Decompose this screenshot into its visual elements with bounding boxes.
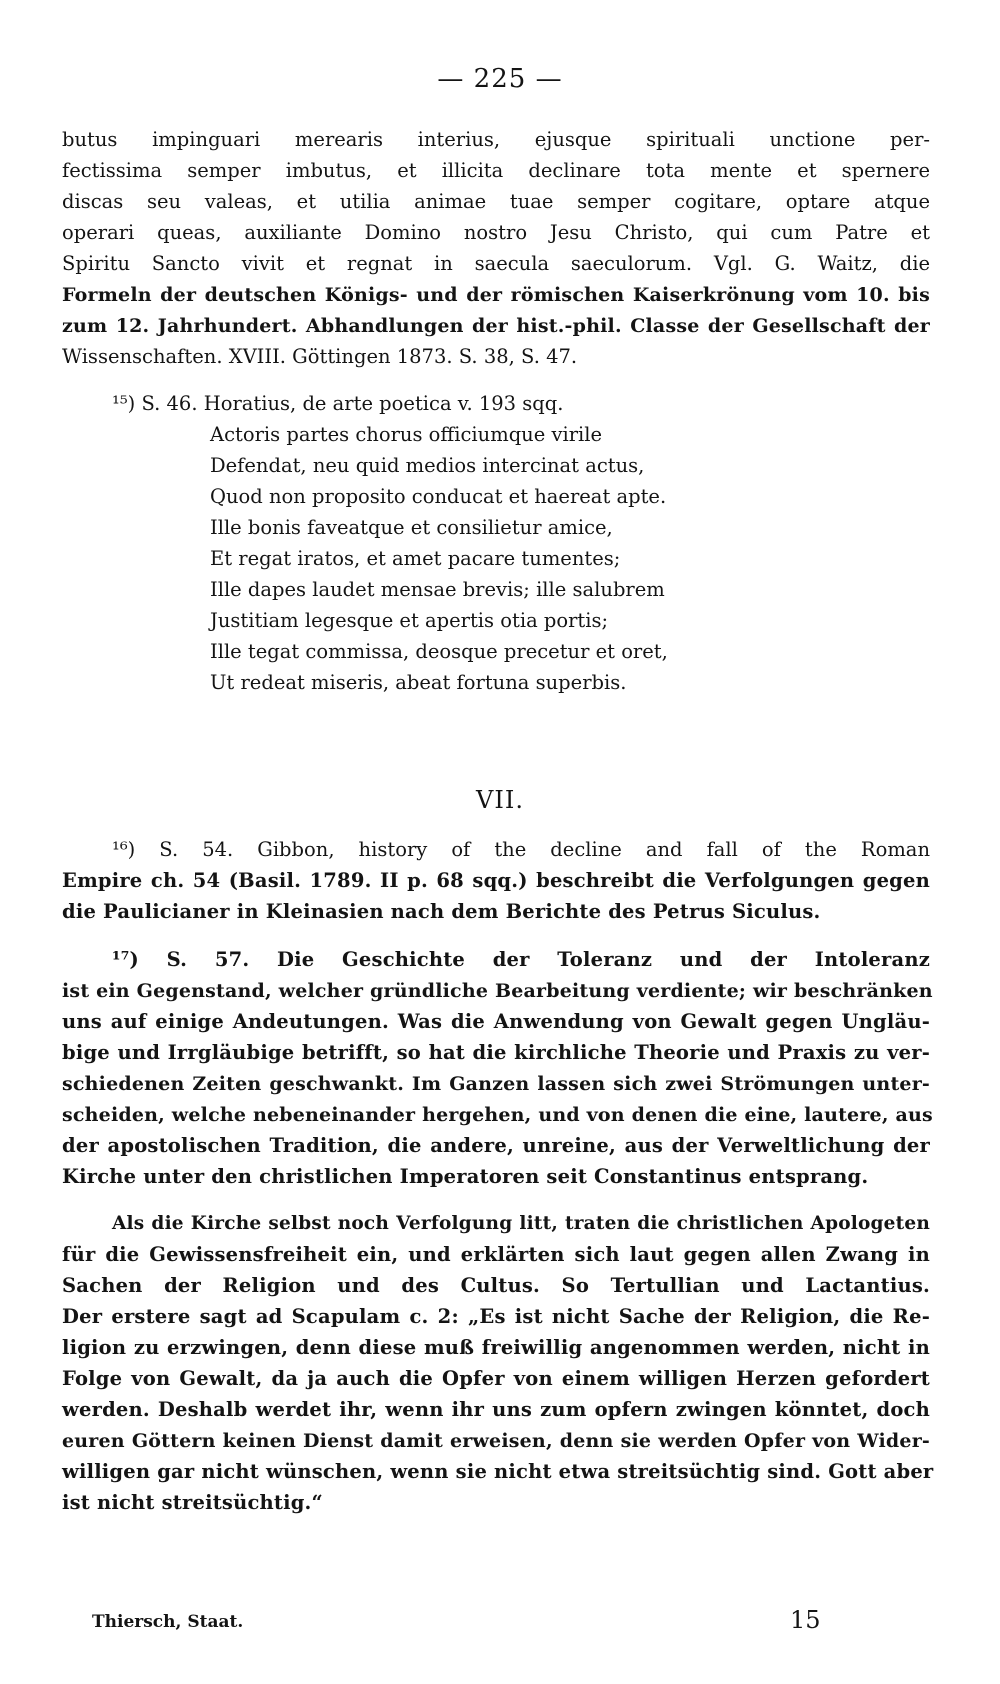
verse-line: Ut redeat miseris, abeat fortuna superbis. bbox=[210, 671, 627, 694]
verse-line: Quod non proposito conducat et haereat apte. bbox=[210, 485, 667, 508]
verse-line: Et regat iratos, et amet pacare tumentes; bbox=[210, 547, 621, 570]
paragraph-line: ist nicht streitsüchtig.“ bbox=[62, 1491, 323, 1514]
text-line: zum 12. Jahrhundert. Abhandlungen der hist.-phil. Classe der Gesellschaft der bbox=[62, 315, 930, 337]
page-number: — 225 — bbox=[437, 64, 563, 94]
text-line: Wissenschaften. XVIII. Göttingen 1873. S. 38, S. 47. bbox=[62, 345, 578, 368]
verse-line: Defendat, neu quid medios intercinat actus, bbox=[210, 454, 645, 477]
paragraph-line: für die Gewissensfreiheit ein, und erklärten sich laut gegen allen Zwang in bbox=[62, 1243, 930, 1266]
text-line: discas seu valeas, et utilia animae tuae semper cogitare, optare atque bbox=[62, 190, 930, 213]
footnote-17-line: ¹⁷) S. 57. Die Geschichte der Toleranz und der Intoleranz bbox=[112, 948, 930, 971]
paragraph-line: ligion zu erzwingen, denn diese muß freiwillig angenommen werden, nicht in bbox=[62, 1336, 930, 1359]
verse-line: Justitiam legesque et apertis otia portis; bbox=[210, 609, 609, 632]
paragraph-line: willigen gar nicht wünschen, wenn sie nicht etwa streitsüchtig sind. Gott aber bbox=[62, 1460, 934, 1483]
paragraph-line: werden. Deshalb werdet ihr, wenn ihr uns zum opfern zwingen könntet, doch bbox=[62, 1398, 930, 1421]
footnote-17-line: Kirche unter den christlichen Imperatoren seit Constantinus entsprang. bbox=[62, 1165, 869, 1188]
paragraph-line: Der erstere sagt ad Scapulam c. 2: „Es ist nicht Sache der Religion, die Re- bbox=[62, 1305, 930, 1328]
verse-line: Actoris partes chorus officiumque virile bbox=[210, 423, 603, 446]
footnote-17-line: ist ein Gegenstand, welcher gründliche Bearbeitung verdiente; wir beschränken bbox=[62, 980, 933, 1002]
footnote-17-line: schiedenen Zeiten geschwankt. Im Ganzen lassen sich zwei Strömungen unter- bbox=[62, 1073, 930, 1095]
footnote-17-line: scheiden, welche nebeneinander hergehen, und von denen die eine, lautere, aus bbox=[62, 1104, 933, 1126]
verse-line: Ille bonis faveatque et consilietur amice, bbox=[210, 516, 613, 539]
footnote-17-line: der apostolischen Tradition, die andere, unreine, aus der Verweltlichung der bbox=[62, 1134, 930, 1157]
verse-line: Ille tegat commissa, deosque precetur et oret, bbox=[210, 640, 668, 663]
footnote-17-line: bige und Irrgläubige betrifft, so hat die kirchliche Theorie und Praxis zu ver- bbox=[62, 1041, 930, 1064]
footnote-17-line: uns auf einige Andeutungen. Was die Anwendung von Gewalt gegen Ungläu- bbox=[62, 1010, 930, 1033]
footnote-16-line: Empire ch. 54 (Basil. 1789. II p. 68 sqq.) beschreibt die Verfolgungen gegen bbox=[62, 869, 930, 892]
footnote-16-line: ¹⁶) S. 54. Gibbon, history of the decline and fall of the Roman bbox=[112, 838, 930, 861]
text-line: butus impinguari merearis interius, ejusque spirituali unctione per- bbox=[62, 128, 930, 151]
verse-line: Ille dapes laudet mensae brevis; ille salubrem bbox=[210, 578, 665, 601]
paragraph-line: Folge von Gewalt, da ja auch die Opfer von einem willigen Herzen gefordert bbox=[62, 1367, 930, 1390]
paragraph-line: euren Göttern keinen Dienst damit erweisen, denn sie werden Opfer von Wider- bbox=[62, 1430, 930, 1452]
paragraph-line: Sachen der Religion und des Cultus. So Tertullian und Lactantius. bbox=[62, 1274, 930, 1297]
section-heading: VII. bbox=[476, 786, 524, 814]
paragraph-line: Als die Kirche selbst noch Verfolgung litt, traten die christlichen Apologeten bbox=[112, 1213, 930, 1234]
footnote-15-heading: ¹⁵) S. 46. Horatius, de arte poetica v. 193 sqq. bbox=[112, 392, 564, 415]
sheet-number: 15 bbox=[790, 1606, 821, 1634]
footnote-16-line: die Paulicianer in Kleinasien nach dem Berichte des Petrus Siculus. bbox=[62, 900, 821, 923]
signature-mark: Thiersch, Staat. bbox=[92, 1612, 244, 1632]
text-line: Formeln der deutschen Königs- und der römischen Kaiserkrönung vom 10. bis bbox=[62, 284, 930, 306]
text-line: fectissima semper imbutus, et illicita declinare tota mente et spernere bbox=[62, 159, 930, 182]
text-line: operari queas, auxiliante Domino nostro Jesu Christo, qui cum Patre et bbox=[62, 221, 930, 244]
text-line: Spiritu Sancto vivit et regnat in saecula saeculorum. Vgl. G. Waitz, die bbox=[62, 252, 930, 275]
